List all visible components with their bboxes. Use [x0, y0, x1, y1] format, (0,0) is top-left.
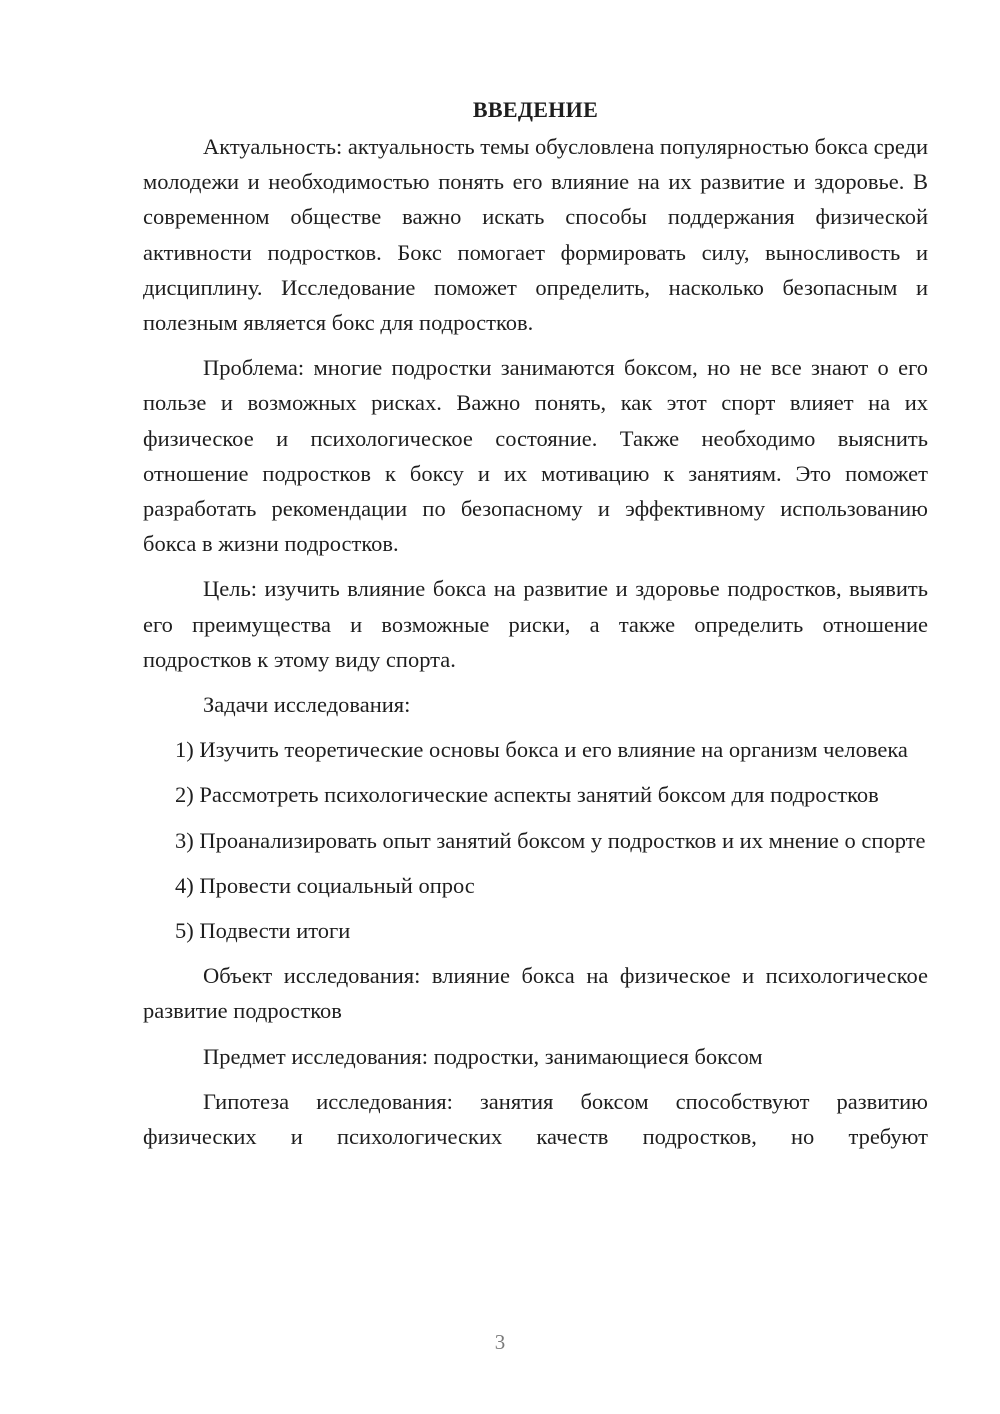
page-number: 3 — [494, 1330, 506, 1354]
tasks-heading: Задачи исследования: — [203, 692, 411, 718]
task-item: 2) Рассмотреть психологические аспекты занятий боксом для подростков — [175, 782, 879, 808]
subject-paragraph: Предмет исследования: подростки, занимающиеся боксом — [203, 1043, 763, 1069]
task-item: 1) Изучить теоретические основы бокса и его влияние на организм человека — [175, 737, 908, 763]
goal-paragraph: Цель: изучить влияние бокса на развитие и здоровье подростков, выявить его преимущества и возможные риски, а также определить отношение подростков к этому виду спорта. — [143, 576, 928, 672]
task-item: 4) Провести социальный опрос — [175, 872, 475, 898]
problem-paragraph: Проблема: многие подростки занимаются боксом, но не все знают о его пользе и возможных рисках. Важно понять, как этот спорт влияет на их физическое и психологическое состояние. Также необходимо выяснить отношение подростков к боксу и их мотивацию к занятиям. Это поможет разработать рекомендации по безопасному и эффективному использованию бокса в жизни подростков. — [143, 355, 928, 557]
section-heading: ВВЕДЕНИЕ — [472, 97, 599, 122]
document-page — [143, 92, 928, 1154]
task-item: 3) Проанализировать опыт занятий боксом у подростков и их мнение о спорте — [175, 827, 926, 853]
hypothesis-paragraph: Гипотеза исследования: занятия боксом способствуют развитию физических и психологических качеств подростков, но требуют — [143, 1088, 928, 1150]
task-item: 5) Подвести итоги — [175, 918, 351, 944]
relevance-paragraph: Актуальность: актуальность темы обусловлена популярностью бокса среди молодежи и необходимостью понять его влияние на их развитие и здоровье. В современном обществе важно искать способы поддержания физической активности подростков. Бокс помогает формировать силу, выносливость и дисциплину. Исследование поможет определить, насколько безопасным и полезным является бокс для подростков. — [143, 134, 928, 336]
object-paragraph: Объект исследования: влияние бокса на физическое и психологическое развитие подростков — [143, 963, 928, 1024]
